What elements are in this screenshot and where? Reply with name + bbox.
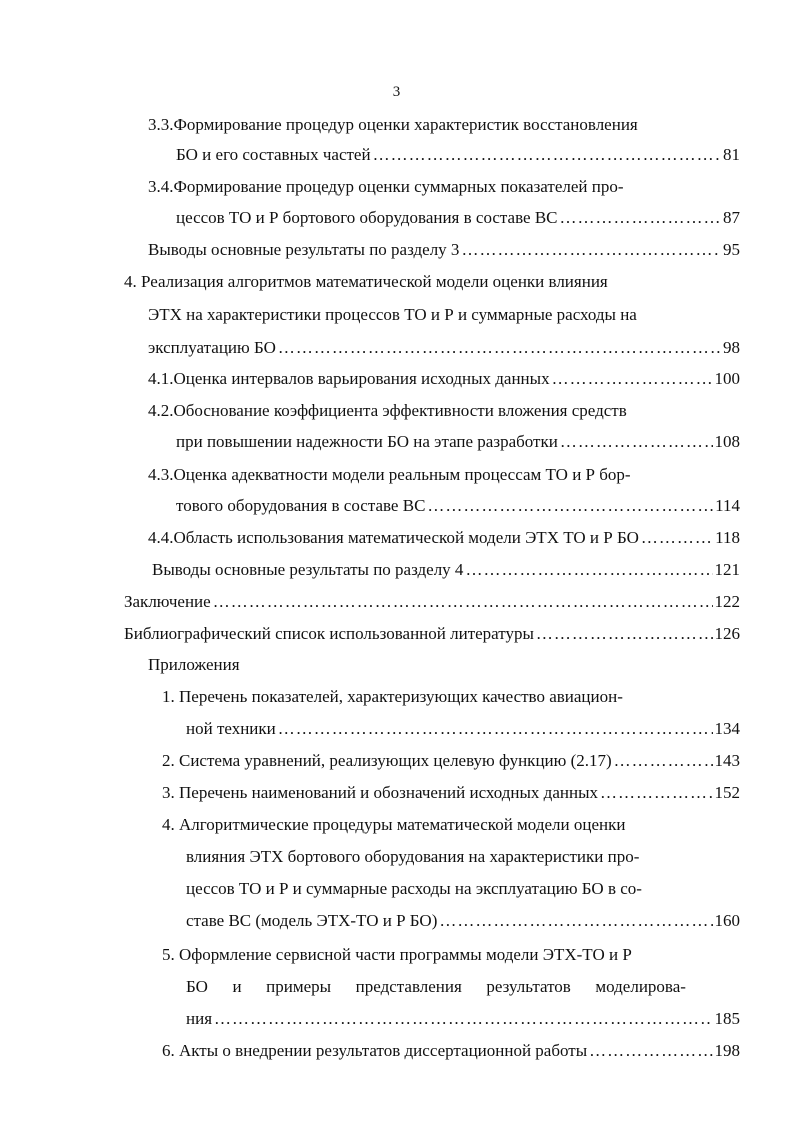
toc-entry-4-1 xyxy=(148,368,740,390)
toc-leader-dots xyxy=(278,718,713,740)
toc-page-number: 108 xyxy=(714,432,740,451)
toc-leader-dots xyxy=(600,782,713,804)
toc-leader-dots xyxy=(439,910,712,932)
toc-entry-title: при повышении надежности БО на этапе разработки xyxy=(176,432,558,451)
toc-entry-title: Библиографический список использованной литературы xyxy=(124,624,534,643)
toc-appendix-4-line3: цессов ТО и Р и суммарные расходы на эксплуатацию БО в со- xyxy=(186,879,642,898)
toc-page-number: 198 xyxy=(714,1041,740,1060)
toc-page-number: 143 xyxy=(714,751,740,770)
toc-4-line2: ЭТХ на характеристики процессов ТО и Р и суммарные расходы на xyxy=(148,305,637,324)
toc-entry-appendix-6 xyxy=(162,1040,740,1062)
toc-leader-dots xyxy=(461,239,721,261)
toc-entry-appendix-3 xyxy=(162,782,740,804)
toc-entry-title: 3. Перечень наименований и обозначений исходных данных xyxy=(162,783,598,802)
toc-page-number: 160 xyxy=(714,911,740,930)
word: представления xyxy=(355,977,462,996)
toc-page-number: 134 xyxy=(714,719,740,738)
toc-entry-appendix-4 xyxy=(186,910,740,932)
toc-entry-title: Выводы основные результаты по разделу 3 xyxy=(148,240,460,259)
toc-page-number: 185 xyxy=(714,1009,740,1028)
toc-page-number: 126 xyxy=(714,624,740,643)
toc-entry-title: цессов ТО и Р бортового оборудования в составе ВС xyxy=(176,208,558,227)
toc-entry-conclusions-3 xyxy=(148,239,740,261)
toc-page-number: 122 xyxy=(714,592,740,611)
toc-entry-appendix-2 xyxy=(162,750,740,772)
toc-page-number: 121 xyxy=(714,560,740,579)
toc-leader-dots xyxy=(589,1040,712,1062)
toc-entry-title: 2. Система уравнений, реализующих целевую функцию (2.17) xyxy=(162,751,612,770)
toc-3-4-line1: 3.4.Формирование процедур оценки суммарных показателей про- xyxy=(148,177,624,196)
toc-page-number: 100 xyxy=(714,369,740,388)
toc-page-number: 95 xyxy=(723,240,740,259)
toc-entry-3-4 xyxy=(176,207,740,229)
toc-page-number: 81 xyxy=(723,145,740,164)
toc-entry-4 xyxy=(148,337,740,359)
toc-leader-dots xyxy=(214,1008,712,1030)
toc-entry-conclusions-4 xyxy=(152,559,740,581)
word: моделирова- xyxy=(595,977,686,996)
toc-leader-dots xyxy=(614,750,713,772)
toc-entry-4-4 xyxy=(148,527,740,549)
toc-entry-title: ния xyxy=(186,1009,213,1028)
toc-leader-dots xyxy=(560,207,721,229)
toc-entry-3-3 xyxy=(176,144,740,166)
toc-4-line1: 4. Реализация алгоритмов математической модели оценки влияния xyxy=(124,272,608,291)
toc-leader-dots xyxy=(641,527,713,549)
toc-appendix-4-line2: влияния ЭТХ бортового оборудования на характеристики про- xyxy=(186,847,640,866)
toc-entry-title: 6. Акты о внедрении результатов диссертационной работы xyxy=(162,1041,588,1060)
toc-leader-dots xyxy=(278,337,721,359)
toc-appendix-4-line1: 4. Алгоритмические процедуры математической модели оценки xyxy=(162,815,626,834)
toc-entry-4-3 xyxy=(176,495,740,517)
word: БО xyxy=(186,977,208,996)
toc-entry-appendix-1 xyxy=(186,718,740,740)
toc-page-number: 87 xyxy=(723,208,740,227)
toc-page-number: 114 xyxy=(715,496,740,515)
toc-entry-title: 4.1.Оценка интервалов варьирования исходных данных xyxy=(148,369,550,388)
toc-entry-title: ной техники xyxy=(186,719,276,738)
toc-entry-title: тового оборудования в составе ВС xyxy=(176,496,426,515)
toc-entry-4-2 xyxy=(176,431,740,453)
toc-leader-dots xyxy=(560,431,713,453)
word: результатов xyxy=(486,977,571,996)
toc-entry-title: эксплуатацию БО xyxy=(148,338,276,357)
toc-leader-dots xyxy=(213,591,713,613)
toc-entry-appendix-5 xyxy=(186,1008,740,1030)
toc-leader-dots xyxy=(373,144,721,166)
toc-entry-title: Заключение xyxy=(124,592,211,611)
toc-3-3-line1: 3.3.Формирование процедур оценки характеристик восстановления xyxy=(148,115,638,134)
toc-leader-dots xyxy=(536,623,713,645)
toc-entry-title: 4.4.Область использования математической модели ЭТХ ТО и Р БО xyxy=(148,528,639,547)
toc-leader-dots xyxy=(427,495,713,517)
toc-entry-title: Выводы основные результаты по разделу 4 xyxy=(152,560,464,579)
toc-entry-bibliography xyxy=(124,623,740,645)
word: и xyxy=(232,977,242,996)
toc-leader-dots xyxy=(465,559,712,581)
toc-appendix-5-line2 xyxy=(186,976,686,998)
page-number: 3 xyxy=(392,84,401,100)
word: примеры xyxy=(266,977,332,996)
toc-entry-title: БО и его составных частей xyxy=(176,145,371,164)
toc-leader-dots xyxy=(552,368,713,390)
toc-page-number: 152 xyxy=(714,783,740,802)
toc-4-2-line1: 4.2.Обоснование коэффициента эффективности вложения средств xyxy=(148,401,627,420)
toc-appendix-1-line1: 1. Перечень показателей, характеризующих качество авиацион- xyxy=(162,687,623,706)
toc-4-3-line1: 4.3.Оценка адекватности модели реальным процессам ТО и Р бор- xyxy=(148,465,631,484)
toc-appendices-heading: Приложения xyxy=(148,655,240,674)
toc-entry-conclusion xyxy=(124,591,740,613)
toc-page-number: 98 xyxy=(723,338,740,357)
toc-appendix-5-line1: 5. Оформление сервисной части программы модели ЭТХ-ТО и Р xyxy=(162,945,632,964)
toc-page-number: 118 xyxy=(715,528,740,547)
toc-entry-title: ставе ВС (модель ЭТХ-ТО и Р БО) xyxy=(186,911,438,930)
